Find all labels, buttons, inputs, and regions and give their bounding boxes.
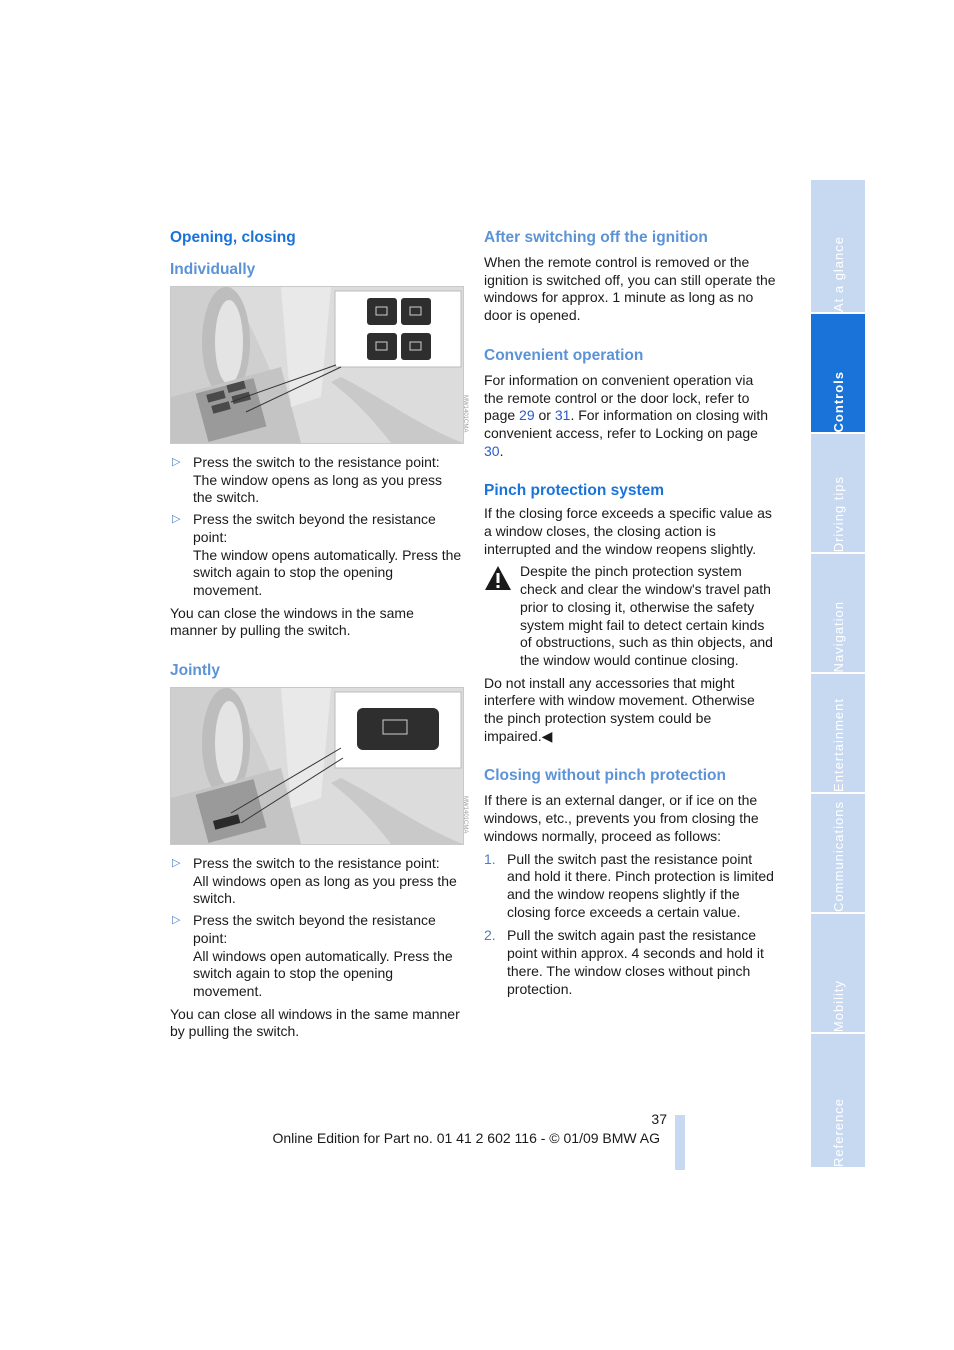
figure-individual-switches <box>170 286 468 444</box>
page-link-29[interactable]: 29 <box>519 407 535 424</box>
tab-controls[interactable]: Controls <box>811 314 865 432</box>
individual-bullets <box>170 454 462 600</box>
window-switch-illustration <box>171 287 463 443</box>
warning-triangle-icon <box>484 565 512 591</box>
after-ignition-text: When the remote control is removed or the ignition is switched off, you can still operate the windows for approx. 1 minute as long as no door is opened. <box>484 254 776 324</box>
list-item: ▷ Press the switch to the resistance point: The window opens as long as you press the switch. <box>172 454 443 506</box>
left-column <box>170 228 468 1046</box>
heading-after-ignition: After switching off the ignition <box>484 229 708 246</box>
warning-box <box>484 563 776 745</box>
list-item: ▷ Press the switch beyond the resistance point: The window opens automatically. Press the switch again to stop the opening movement. <box>172 511 462 598</box>
individual-closing-text: You can close the windows in the same manner by pulling the switch. <box>170 604 414 639</box>
figure-joint-switch <box>170 687 468 845</box>
tab-reference[interactable]: Reference <box>811 1034 865 1167</box>
footer-edition: Online Edition for Part no. 01 41 2 602 116 - © 01/09 BMW AG <box>272 1130 660 1146</box>
figure-code: MW1401CMA <box>462 395 468 433</box>
list-item: ▷ Press the switch beyond the resistance point: All windows open automatically. Press the switch again to stop the opening movement. <box>172 912 453 999</box>
footer-accent-bar <box>675 1115 685 1170</box>
chapter-tabs <box>811 180 865 1167</box>
list-item: 1. Pull the switch past the resistance point and hold it there. Pinch protection is limited and the window reopens slightly if the closing force exceeds a certain value. <box>484 850 774 920</box>
tab-entertainment[interactable]: Entertainment <box>811 674 865 792</box>
heading-pinch-protection: Pinch protection system <box>484 482 665 500</box>
section-heading-opening-closing: Opening, closing <box>170 229 296 246</box>
step-number: 2. <box>484 927 496 944</box>
list-item: 2. Pull the switch again past the resistance point within approx. 4 seconds and hold it there. The window closes without pinch protection. <box>484 927 764 997</box>
closing-without-text: If there is an external danger, or if ice on the windows, etc., prevents you from closing the windows normally, proceed as follows: <box>484 792 759 844</box>
triangle-bullet-icon: ▷ <box>172 914 181 927</box>
page-link-30[interactable]: 30 <box>484 442 500 459</box>
joint-closing-text: You can close all windows in the same manner by pulling the switch. <box>170 1005 460 1040</box>
tab-communications[interactable]: Communications <box>811 794 865 912</box>
triangle-bullet-icon: ▷ <box>172 456 181 468</box>
figure-code: MW1401CMA <box>462 796 468 834</box>
tab-mobility[interactable]: Mobility <box>811 914 865 1032</box>
heading-closing-without-pinch: Closing without pinch protection <box>484 767 726 785</box>
heading-convenient-operation: Convenient operation <box>484 346 644 364</box>
convenient-operation-text: For information on convenient operation via the remote control or the door lock, refer to page 29 or 31. For information on closing with convenient access, refer to Locking on page 30. <box>484 371 769 459</box>
right-column <box>484 228 776 1004</box>
triangle-bullet-icon: ▷ <box>172 513 181 526</box>
step-number: 1. <box>484 850 496 867</box>
joint-switch-illustration <box>171 688 463 844</box>
warning-text-1: Despite the pinch protection system check and clear the window's travel path prior to closing it, otherwise the safety system might fail to detect certain kinds of obstructions, such as thin objects, and the window would continue closing. <box>520 563 773 668</box>
warning-text-2: Do not install any accessories that might interfere with window movement. Otherwise the pinch protection system could be impaired.◀ <box>484 674 755 744</box>
closing-steps <box>484 851 776 999</box>
list-item: ▷ Press the switch to the resistance point: All windows open as long as you press the switch. <box>172 855 457 907</box>
subheading-jointly: Jointly <box>170 662 220 680</box>
subheading-individually: Individually <box>170 261 256 278</box>
page-number: 37 <box>651 1111 667 1127</box>
tab-at-a-glance[interactable]: At a glance <box>811 180 865 312</box>
tab-driving-tips[interactable]: Driving tips <box>811 434 865 552</box>
tab-navigation[interactable]: Navigation <box>811 554 865 672</box>
triangle-bullet-icon: ▷ <box>172 857 181 870</box>
page-link-31[interactable]: 31 <box>554 407 571 424</box>
end-mark-icon: ◀ <box>541 727 553 744</box>
pinch-protection-text: If the closing force exceeds a specific value as a window closes, the closing action is interrupted and the window reopens slightly. <box>484 505 772 557</box>
joint-bullets <box>170 855 462 1001</box>
